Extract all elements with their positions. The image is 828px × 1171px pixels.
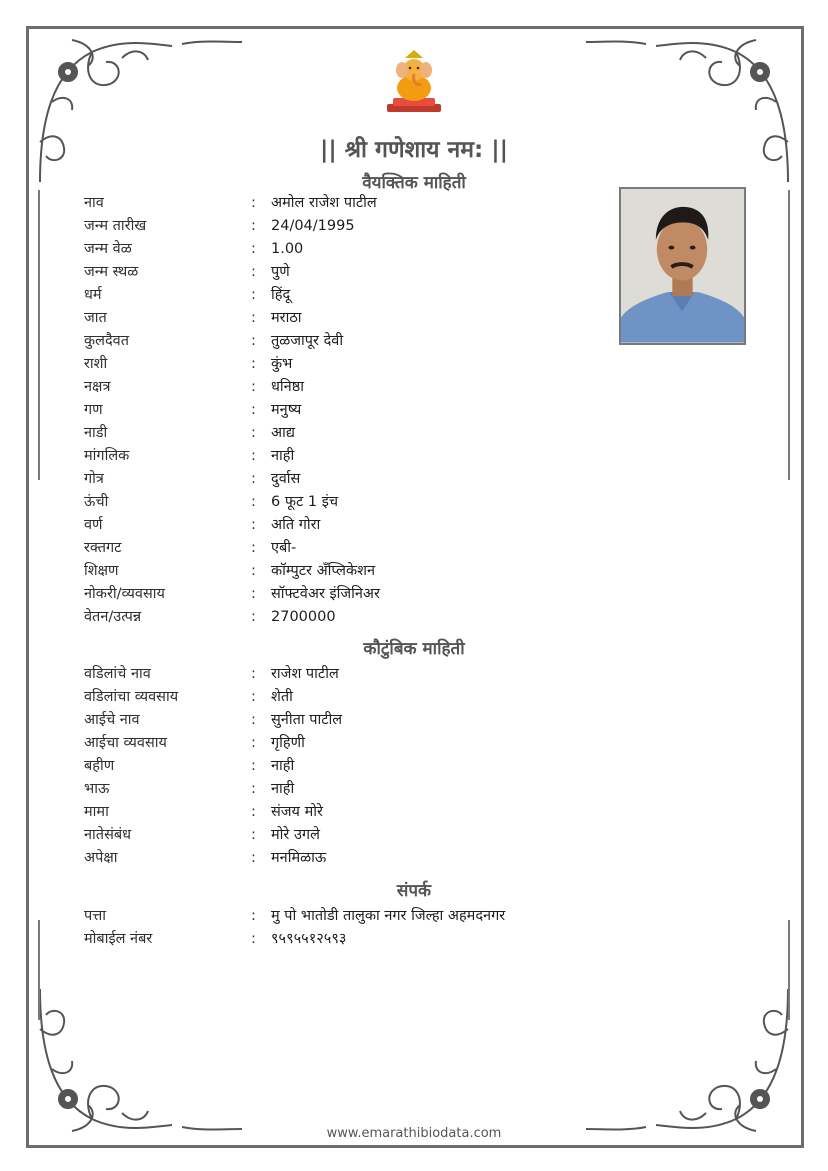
detail-separator: : <box>251 333 256 349</box>
detail-value: मु पो भातोडी तालुका नगर जिल्हा अहमदनगर <box>271 908 506 924</box>
detail-separator: : <box>251 931 256 947</box>
detail-label: नाडी <box>84 425 108 441</box>
detail-separator: : <box>251 758 256 774</box>
detail-label: नक्षत्र <box>84 379 111 395</box>
detail-separator: : <box>251 540 256 556</box>
detail-label: राशी <box>84 356 108 372</box>
detail-value: पुणे <box>271 264 290 280</box>
detail-label: नोकरी/व्यवसाय <box>84 586 165 602</box>
detail-label: रक्तगट <box>84 540 122 556</box>
section-title-family: कौटुंबिक माहिती <box>363 639 465 659</box>
detail-label: पत्ता <box>84 908 107 924</box>
detail-value: गृहिणी <box>271 735 305 751</box>
detail-label: ऊंची <box>84 494 109 510</box>
detail-separator: : <box>251 517 256 533</box>
detail-value: राजेश पाटील <box>271 666 339 682</box>
detail-value: ९५९५५१२५९३ <box>271 931 347 947</box>
detail-value: संजय मोरे <box>271 804 323 820</box>
detail-separator: : <box>251 264 256 280</box>
footer-website[interactable]: www.emarathibiodata.com <box>326 1126 502 1141</box>
border-side-line <box>38 190 40 480</box>
detail-label: आईचा व्यवसाय <box>84 735 167 751</box>
detail-separator: : <box>251 379 256 395</box>
floral-corner-ornament-top-right <box>576 32 796 192</box>
detail-separator: : <box>251 241 256 257</box>
detail-separator: : <box>251 563 256 579</box>
section-title-contact: संपर्क <box>396 881 432 901</box>
detail-separator: : <box>251 448 256 464</box>
detail-label: धर्म <box>84 287 102 303</box>
border-side-line <box>38 920 40 1020</box>
detail-separator: : <box>251 471 256 487</box>
detail-label: जन्म तारीख <box>84 218 147 234</box>
detail-separator: : <box>251 827 256 843</box>
detail-value: अमोल राजेश पाटील <box>271 195 377 211</box>
detail-label: जन्म स्थळ <box>84 264 139 280</box>
detail-label: जात <box>84 310 107 326</box>
detail-label: बहीण <box>84 758 115 774</box>
detail-value: आद्य <box>271 425 295 441</box>
detail-label: नाव <box>84 195 104 211</box>
detail-label: कुलदैवत <box>84 333 129 349</box>
detail-value: तुळजापूर देवी <box>271 333 344 349</box>
detail-label: भाऊ <box>84 781 110 797</box>
profile-photo <box>619 187 746 345</box>
detail-label: गण <box>84 402 103 418</box>
border-side-line <box>788 190 790 480</box>
detail-value: कुंभ <box>271 356 293 372</box>
detail-separator: : <box>251 356 256 372</box>
detail-label: गोत्र <box>84 471 104 487</box>
detail-label: वडिलांचा व्यवसाय <box>84 689 179 705</box>
detail-label: वर्ण <box>84 517 103 533</box>
detail-value: नाही <box>271 758 295 774</box>
section-title-personal: वैयक्तिक माहिती <box>362 173 466 193</box>
invocation-heading: || श्री गणेशाय नम: || <box>319 137 509 163</box>
detail-separator: : <box>251 804 256 820</box>
detail-value: कॉम्पुटर अँप्लिकेशन <box>271 563 376 579</box>
detail-value: मनमिळाऊ <box>271 850 327 866</box>
detail-label: वडिलांचे नाव <box>84 666 151 682</box>
detail-label: मांगलिक <box>84 448 130 464</box>
detail-label: अपेक्षा <box>84 850 118 866</box>
floral-corner-ornament-bottom-left <box>32 979 252 1139</box>
detail-value: अति गोरा <box>271 517 321 533</box>
detail-separator: : <box>251 425 256 441</box>
detail-separator: : <box>251 195 256 211</box>
detail-value: धनिष्ठा <box>271 379 305 395</box>
detail-value: 1.00 <box>271 241 304 257</box>
detail-label: जन्म वेळ <box>84 241 132 257</box>
detail-separator: : <box>251 908 256 924</box>
detail-value: सॉफ्टवेअर इंजिनिअर <box>271 586 380 602</box>
detail-label: मोबाईल नंबर <box>84 931 153 947</box>
detail-separator: : <box>251 494 256 510</box>
detail-value: मराठा <box>271 310 302 326</box>
detail-separator: : <box>251 287 256 303</box>
floral-corner-ornament-bottom-right <box>576 979 796 1139</box>
detail-separator: : <box>251 586 256 602</box>
detail-value: नाही <box>271 781 295 797</box>
detail-separator: : <box>251 735 256 751</box>
detail-value: नाही <box>271 448 295 464</box>
detail-value: 2700000 <box>271 609 336 625</box>
detail-separator: : <box>251 712 256 728</box>
detail-value: सुनीता पाटील <box>271 712 343 728</box>
detail-label: शिक्षण <box>84 563 119 579</box>
detail-separator: : <box>251 402 256 418</box>
detail-separator: : <box>251 850 256 866</box>
detail-separator: : <box>251 310 256 326</box>
detail-value: हिंदू <box>271 287 291 303</box>
detail-value: मनुष्य <box>271 402 302 418</box>
detail-separator: : <box>251 218 256 234</box>
detail-value: एबी- <box>271 540 297 556</box>
detail-value: शेती <box>271 689 293 705</box>
detail-label: नातेसंबंध <box>84 827 132 843</box>
detail-label: मामा <box>84 804 109 820</box>
detail-value: 6 फूट 1 इंच <box>271 494 339 510</box>
detail-separator: : <box>251 609 256 625</box>
floral-corner-ornament-top-left <box>32 32 252 192</box>
detail-separator: : <box>251 666 256 682</box>
detail-separator: : <box>251 689 256 705</box>
detail-label: वेतन/उत्पन्न <box>84 609 142 625</box>
ganesha-icon <box>383 50 445 116</box>
detail-value: 24/04/1995 <box>271 218 355 234</box>
detail-label: आईचे नाव <box>84 712 140 728</box>
detail-value: मोरे उगले <box>271 827 320 843</box>
detail-separator: : <box>251 781 256 797</box>
border-side-line <box>788 920 790 1020</box>
detail-value: दुर्वास <box>271 471 301 487</box>
